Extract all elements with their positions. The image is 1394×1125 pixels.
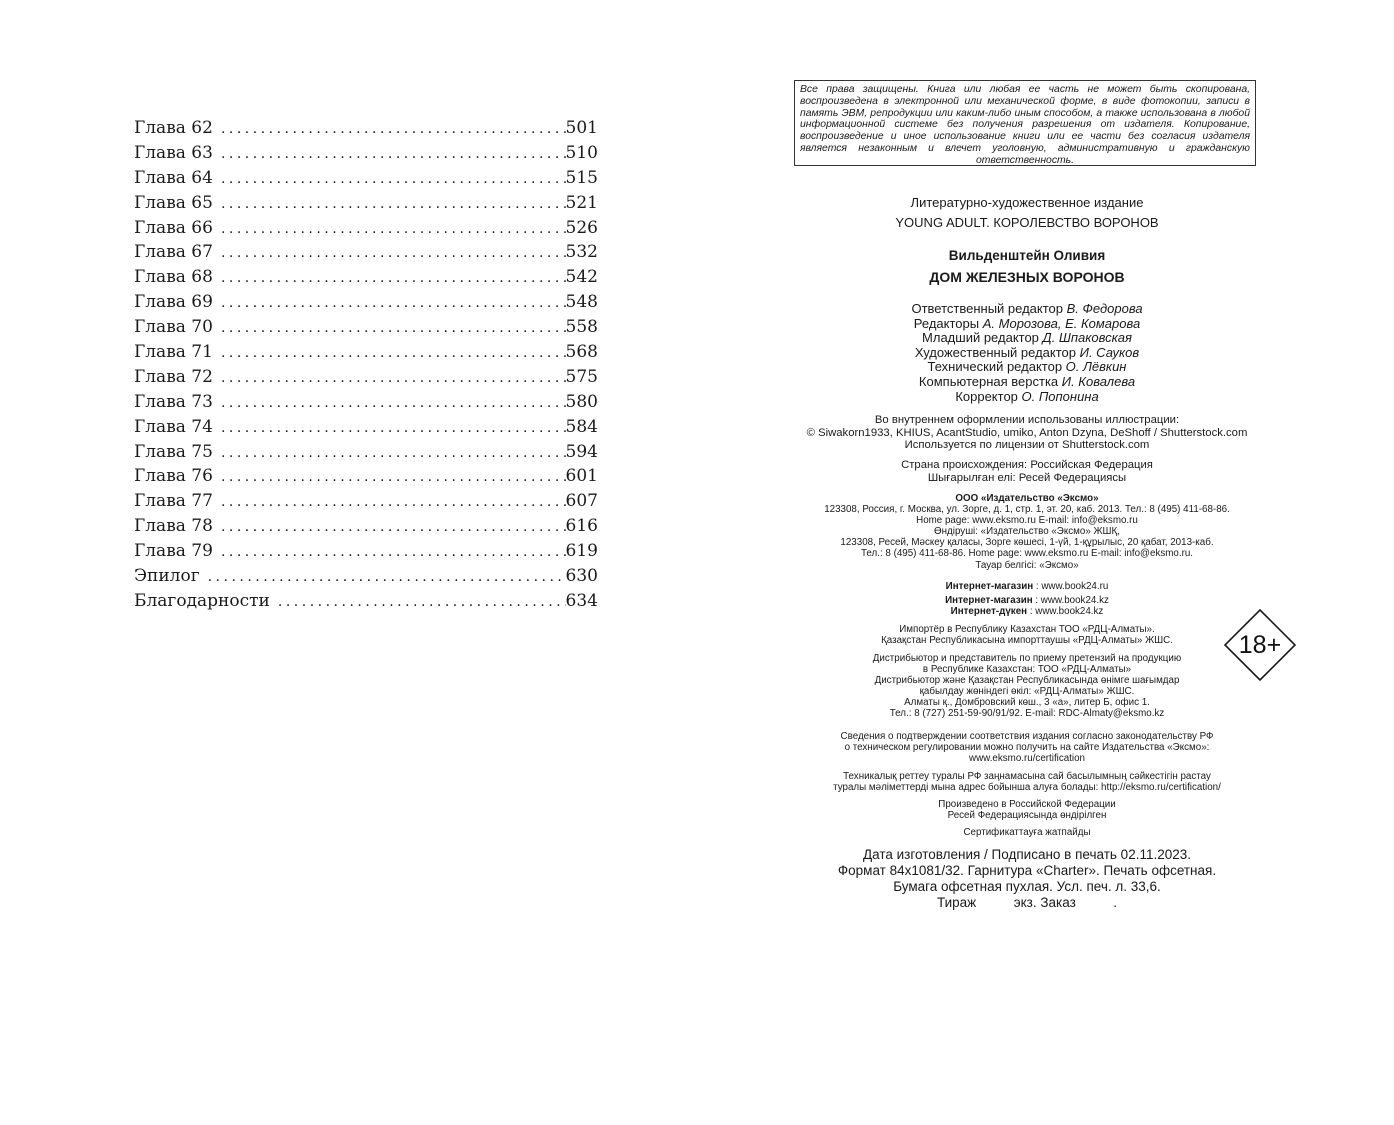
toc-label: Глава 62 bbox=[134, 118, 213, 138]
toc-label: Глава 76 bbox=[134, 466, 213, 487]
toc-entry bbox=[134, 218, 598, 243]
toc-leader bbox=[221, 121, 566, 137]
toc-page-number: 630 bbox=[565, 566, 598, 587]
edition-type: Литературно-художественное издание bbox=[910, 195, 1144, 210]
toc-leader bbox=[221, 196, 566, 212]
toc-label: Глава 70 bbox=[134, 317, 213, 338]
toc-leader bbox=[221, 146, 566, 162]
toc-label: Глава 77 bbox=[134, 491, 213, 512]
toc-page-number: 526 bbox=[565, 217, 598, 238]
toc-label: Эпилог bbox=[134, 566, 200, 587]
toc-entry bbox=[134, 267, 598, 292]
shop-line: Интернет-дүкен : www.book24.kz bbox=[950, 606, 1104, 618]
series-title: YOUNG ADULT. КОРОЛЕВСТВО ВОРОНОВ bbox=[895, 215, 1159, 230]
toc-entry bbox=[134, 491, 598, 516]
staff-line: Младший редактор Д. Шпаковская bbox=[922, 330, 1132, 346]
staff-line: Редакторы А. Морозова, Е. Комарова bbox=[913, 315, 1141, 331]
shop-line: Интернет-магазин : www.book24.kz bbox=[945, 595, 1109, 607]
toc-page-number: 521 bbox=[565, 192, 598, 213]
edition-header bbox=[777, 193, 1277, 233]
toc-page-number: 580 bbox=[565, 391, 598, 412]
toc-page-number: 575 bbox=[565, 366, 598, 387]
toc-leader bbox=[221, 420, 566, 436]
toc-entry bbox=[134, 242, 598, 267]
author-name: Вильденштейн Оливия bbox=[948, 248, 1106, 263]
toc-entry bbox=[134, 541, 598, 566]
toc-entry bbox=[134, 367, 598, 392]
importer-info: Импортёр в Республику Казахстан ТОО «РДЦ-Алматы». Қазақстан Республикасына импорттаушы «РДЦ-Алматы» ЖШС. bbox=[881, 624, 1173, 647]
toc-leader bbox=[221, 494, 566, 510]
online-shops bbox=[777, 581, 1277, 617]
toc-entry bbox=[134, 143, 598, 168]
print-details: Дата изготовления / Подписано в печать 02.11.2023. Формат 84x1081/32. Гарнитура «Charter». Печать офсетная. Бумага офсетная пухлая. Усл. печ. л. 33,6. Тираж экз. Заказ . bbox=[837, 847, 1217, 910]
toc-label: Глава 75 bbox=[134, 441, 213, 462]
toc-page-number: 501 bbox=[565, 118, 598, 138]
toc-label: Глава 72 bbox=[134, 366, 213, 387]
book-title: ДОМ ЖЕЛЕЗНЫХ ВОРОНОВ bbox=[929, 269, 1125, 285]
staff-line: Корректор О. Попонина bbox=[955, 388, 1099, 404]
certification-kz-info: Техникалық реттеу туралы РФ заңнамасына сай басылымның сәйкестігін растау туралы мәліметтерді мына адрес бойынша алуға болады: http://eksmo.ru/certification/ bbox=[833, 771, 1221, 794]
toc-label: Глава 69 bbox=[134, 292, 213, 313]
toc-label: Глава 67 bbox=[134, 242, 213, 263]
right-page bbox=[697, 0, 1394, 1125]
certification-note: Сертификаттауға жатпайды bbox=[963, 827, 1091, 838]
toc-label: Глава 78 bbox=[134, 516, 213, 537]
toc-leader bbox=[221, 320, 566, 336]
toc-page-number: 601 bbox=[565, 466, 598, 487]
toc-page-number: 584 bbox=[565, 416, 598, 437]
toc-entry bbox=[134, 392, 598, 417]
toc-page-number: 515 bbox=[565, 167, 598, 188]
toc-label: Глава 79 bbox=[134, 541, 213, 562]
toc-entry bbox=[134, 292, 598, 317]
shop-line: Интернет-магазин : www.book24.ru bbox=[945, 581, 1109, 592]
age-rating-label: 18+ bbox=[1238, 631, 1282, 659]
staff-list bbox=[777, 302, 1277, 404]
toc-page-number: 619 bbox=[565, 541, 598, 562]
toc-page-number: 634 bbox=[565, 590, 598, 611]
toc-entry bbox=[134, 591, 598, 616]
toc-entry bbox=[134, 317, 598, 342]
toc-leader bbox=[278, 594, 566, 610]
table-of-contents bbox=[134, 118, 598, 616]
toc-label: Благодарности bbox=[134, 590, 270, 611]
rights-notice: Все права защищены. Книга или любая ее часть не может быть скопирована, воспроизведена в электронной или механической форме, в виде фотокопии, записи в память ЭВМ, репродукции или каким-либо иным способом, а также использована в любой информационной системе без получения разрешения от издателя. Копирование, воспроизведение и иное использование книги или ее части без согласия издателя является незаконным и влечет уголовную, административную и гражданскую ответственность. bbox=[794, 80, 1256, 166]
toc-entry bbox=[134, 118, 598, 143]
toc-entry bbox=[134, 466, 598, 491]
age-rating-badge bbox=[1224, 609, 1296, 681]
toc-leader bbox=[221, 370, 566, 386]
toc-page-number: 558 bbox=[565, 317, 598, 338]
toc-label: Глава 71 bbox=[134, 342, 213, 363]
toc-label: Глава 63 bbox=[134, 142, 213, 163]
toc-entry bbox=[134, 442, 598, 467]
toc-leader bbox=[221, 345, 566, 361]
distributor-info: Дистрибьютор и представитель по приему претензий на продукцию в Республике Казахстан: ТОО «РДЦ-Алматы» Дистрибьютор және Қазақстан Республикасында өнімге шағымдар қабылдау жөніндегі өкіл: «РДЦ-Алматы» ЖШС. Алматы қ., Домбровский көш., 3 «а», литер Б, офис 1. Тел.: 8 (727) 251-59-90/91/92. E-mail: RDC-Almaty@eksmo.kz bbox=[872, 653, 1182, 720]
toc-page-number: 616 bbox=[565, 516, 598, 537]
toc-entry bbox=[134, 417, 598, 442]
toc-page-number: 607 bbox=[565, 491, 598, 512]
toc-label: Глава 65 bbox=[134, 192, 213, 213]
toc-entry bbox=[134, 342, 598, 367]
toc-label: Глава 68 bbox=[134, 267, 213, 288]
toc-label: Глава 74 bbox=[134, 416, 213, 437]
staff-line: Художественный редактор И. Сауков bbox=[914, 344, 1140, 360]
origin-country: Страна происхождения: Российская Федерация Шығарылған елі: Ресей Федерациясы bbox=[901, 459, 1153, 484]
staff-line: Технический редактор О. Лёвкин bbox=[927, 359, 1127, 375]
toc-leader bbox=[221, 295, 566, 311]
toc-page-number: 594 bbox=[565, 441, 598, 462]
toc-entry bbox=[134, 168, 598, 193]
toc-label: Глава 66 bbox=[134, 217, 213, 238]
toc-leader bbox=[221, 445, 566, 461]
toc-leader bbox=[221, 245, 566, 261]
toc-leader bbox=[221, 171, 566, 187]
toc-entry bbox=[134, 516, 598, 541]
toc-page-number: 568 bbox=[565, 342, 598, 363]
toc-entry bbox=[134, 193, 598, 218]
toc-leader bbox=[221, 270, 566, 286]
toc-leader bbox=[221, 519, 566, 535]
toc-page-number: 548 bbox=[565, 292, 598, 313]
book-heading bbox=[777, 246, 1277, 288]
toc-page-number: 510 bbox=[565, 142, 598, 163]
certification-info: Сведения о подтверждении соответствия издания согласно законодательству РФ о техническом регулировании можно получить на сайте Издательства «Эксмо»: www.eksmo.ru/certification bbox=[840, 731, 1214, 765]
toc-entry bbox=[134, 566, 598, 591]
publisher-info: ООО «Издательство «Эксмо» 123308, Россия, г. Москва, ул. Зорге, д. 1, стр. 1, эт. 20, каб. 2013. Тел.: 8 (495) 411-68-86. Home page: www.eksmo.ru E-mail: info@eksmo.ru Өндіруші: «Издательство «Эксмо» ЖШҚ, 123308, Ресей, Мәскеу қаласы, Зорге көшесі, 1-үй, 1-құрылыс, 20 қабат, 2013-каб. Тел.: 8 (495) 411-68-86. Home page: www.eksmo.ru E-mail: info@eksmo.ru. Тауар белгісі: «Эксмо» bbox=[777, 493, 1277, 571]
staff-line: Компьютерная верстка И. Ковалева bbox=[918, 373, 1136, 389]
toc-leader bbox=[221, 221, 566, 237]
publisher-name: ООО «Издательство «Эксмо» bbox=[955, 493, 1099, 504]
toc-leader bbox=[221, 544, 566, 560]
illustrations-credit: Во внутреннем оформлении использованы иллюстрации: © Siwakorn1933, KHIUS, AcantStudio, umiko, Anton Dzyna, DeShoff / Shutterstock.com Используется по лицензии от Shutterstock.com bbox=[806, 414, 1248, 452]
toc-leader bbox=[221, 469, 566, 485]
toc-label: Глава 73 bbox=[134, 391, 213, 412]
toc-page-number: 532 bbox=[565, 242, 598, 263]
toc-leader bbox=[208, 569, 566, 585]
production-country: Произведено в Российской Федерации Ресей Федерациясында өндірілген bbox=[938, 799, 1116, 822]
toc-page-number: 542 bbox=[565, 267, 598, 288]
toc-label: Глава 64 bbox=[134, 167, 213, 188]
staff-line: Ответственный редактор В. Федорова bbox=[911, 301, 1143, 316]
toc-leader bbox=[221, 395, 566, 411]
